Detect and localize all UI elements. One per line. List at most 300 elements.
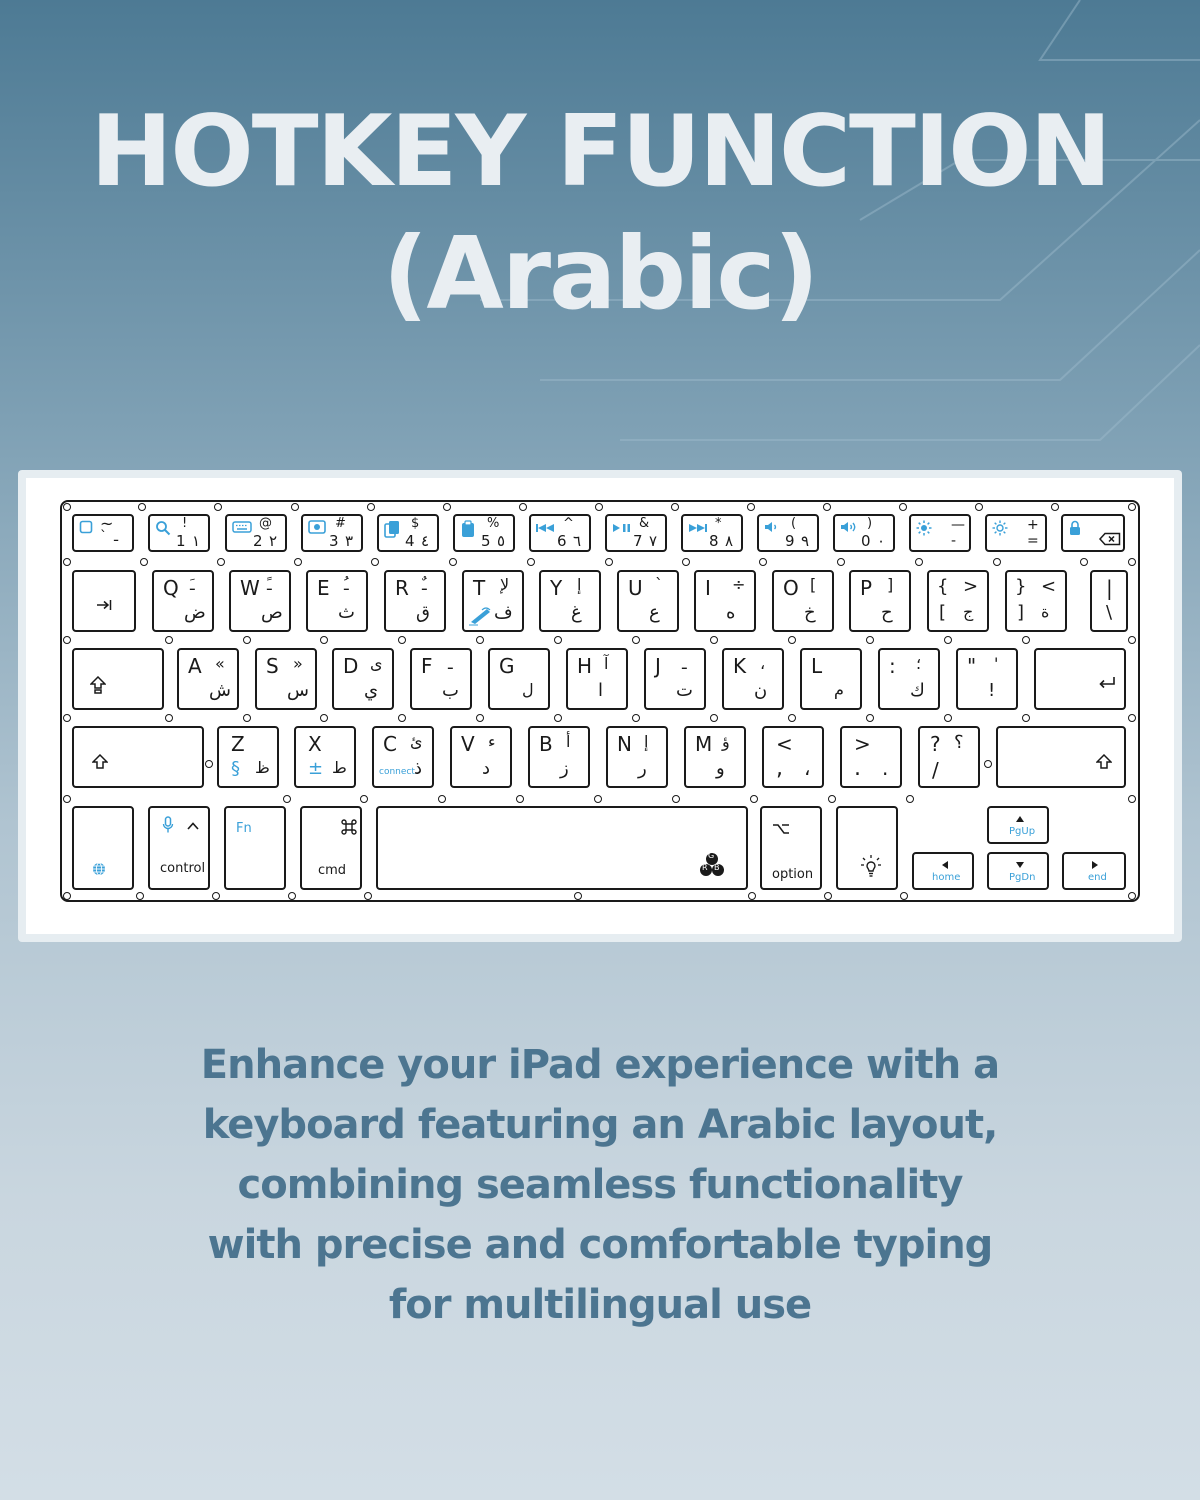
key-label: د	[482, 758, 491, 779]
key-label: [	[810, 575, 817, 594]
screw-dot	[900, 892, 908, 900]
key-label: ن	[754, 680, 768, 701]
screw-dot	[320, 714, 328, 722]
key-label: ٧	[649, 532, 658, 550]
screw-dot	[443, 503, 451, 511]
key-s[interactable]	[255, 648, 317, 710]
key-label: ؤ	[722, 732, 730, 751]
key-label: ،	[804, 756, 811, 780]
key-label: $	[411, 516, 420, 531]
screw-dot	[747, 503, 755, 511]
key-p[interactable]	[849, 570, 911, 632]
key-t[interactable]	[462, 570, 524, 632]
key-label: إ	[644, 732, 649, 751]
cmd-label: cmd	[318, 863, 347, 878]
key-o[interactable]	[772, 570, 834, 632]
next-track-icon	[688, 520, 708, 536]
key-label: `	[655, 575, 663, 594]
key-label: 8	[709, 532, 719, 550]
key-label: ع	[649, 602, 660, 623]
key-label: F	[421, 654, 433, 678]
screw-dot	[605, 558, 613, 566]
key-label: ش	[209, 680, 231, 701]
description-line-5: for multilingual use	[388, 1282, 812, 1328]
key-label: B	[539, 732, 553, 756]
key-label: ?	[930, 732, 941, 756]
key-label: Q	[163, 576, 179, 600]
key-n[interactable]	[606, 726, 668, 788]
copy-icon	[384, 520, 400, 541]
screw-dot	[140, 558, 148, 566]
key-label: §	[231, 758, 240, 779]
key-y[interactable]	[539, 570, 601, 632]
key-label: 9	[785, 532, 795, 550]
screw-dot	[212, 892, 220, 900]
screw-dot	[866, 636, 874, 644]
screw-dot	[320, 636, 328, 644]
screw-dot	[291, 503, 299, 511]
key-label: @	[259, 516, 272, 531]
keyboard-diagram	[60, 500, 1140, 905]
screw-dot	[672, 795, 680, 803]
previous-track-icon	[536, 520, 556, 536]
screw-dot	[1128, 636, 1136, 644]
up-arrow-icon	[1015, 811, 1025, 827]
screw-dot	[1128, 795, 1136, 803]
key-label: I	[705, 576, 711, 600]
connect-pen-icon	[468, 606, 496, 629]
screw-dot	[595, 503, 603, 511]
key-label: [	[939, 602, 947, 623]
option-key[interactable]	[760, 806, 822, 890]
key-label: م	[834, 680, 844, 699]
tab-icon	[96, 598, 112, 614]
screw-dot	[476, 636, 484, 644]
fn-label: Fn	[236, 821, 252, 836]
screw-dot	[554, 636, 562, 644]
key-label: و	[716, 758, 725, 779]
key-label: ،	[760, 654, 766, 673]
key-0[interactable]	[833, 514, 895, 552]
control-key[interactable]	[148, 806, 210, 890]
key-i[interactable]	[694, 570, 756, 632]
key-label: W	[240, 576, 260, 600]
left-shift-key[interactable]	[72, 726, 204, 788]
rgb-r-label: R	[702, 863, 708, 872]
key-label: لإ	[500, 575, 510, 594]
screw-dot	[1022, 636, 1030, 644]
key-label: E	[317, 576, 330, 600]
right-arrow-key[interactable]	[1062, 852, 1126, 890]
key-label: ت	[676, 680, 693, 701]
screw-dot	[1022, 714, 1030, 722]
key-label: J	[655, 654, 661, 678]
key-label: ٨	[725, 532, 734, 550]
key-label: S	[266, 654, 279, 678]
left-arrow-key[interactable]	[912, 852, 974, 890]
key-label: ؟	[954, 732, 964, 753]
screw-dot	[214, 503, 222, 511]
key-label: إ	[577, 575, 582, 594]
screw-dot	[63, 795, 71, 803]
screw-dot	[1128, 558, 1136, 566]
key-label: ط	[332, 758, 347, 777]
key-label: T	[473, 576, 486, 600]
key-label: #	[335, 516, 346, 531]
key-label: .	[854, 756, 861, 781]
rgb-b-label: B	[714, 863, 720, 872]
key-label: 5	[481, 532, 491, 550]
backspace-key[interactable]	[1061, 514, 1125, 552]
key-label: \	[1106, 602, 1113, 623]
key-label: ٥	[497, 532, 506, 550]
screw-dot	[574, 892, 582, 900]
key-label: U	[628, 576, 643, 600]
screw-dot	[243, 636, 251, 644]
key-label: O	[783, 576, 799, 600]
screw-dot	[710, 714, 718, 722]
screw-dot	[138, 503, 146, 511]
key-label: ز	[560, 758, 569, 779]
key-label: ب	[442, 680, 459, 701]
key-label: L	[811, 654, 823, 678]
key-label: `	[100, 529, 107, 545]
key-label: ـٌ	[422, 575, 427, 594]
key-label: ه	[726, 602, 736, 623]
key-label: &	[639, 516, 650, 531]
caret-up-icon	[186, 818, 200, 834]
screw-dot	[165, 714, 173, 722]
key-label: C	[383, 732, 397, 756]
screw-dot	[243, 714, 251, 722]
screw-dot	[367, 503, 375, 511]
description-line-3: combining seamless functionality	[237, 1162, 963, 1208]
return-icon	[1098, 676, 1116, 693]
key-label: ئ	[410, 732, 423, 751]
screw-dot	[516, 795, 524, 803]
key-h[interactable]	[566, 648, 628, 710]
right-shift-key[interactable]	[996, 726, 1126, 788]
key-label: G	[499, 654, 515, 678]
screw-dot	[594, 795, 602, 803]
key-5[interactable]	[453, 514, 515, 552]
screw-dot	[748, 892, 756, 900]
globe-key[interactable]	[72, 806, 134, 890]
screw-dot	[944, 714, 952, 722]
key-label: ^	[563, 516, 574, 531]
screw-dot	[632, 714, 640, 722]
lightbulb-icon	[860, 854, 882, 881]
key-label: 7	[633, 532, 643, 550]
screw-dot	[294, 558, 302, 566]
play-pause-icon	[612, 520, 632, 536]
key-label: ة	[1041, 602, 1050, 621]
key-e[interactable]	[306, 570, 368, 632]
key-bracket-left[interactable]	[927, 570, 989, 632]
key-label: ٠	[877, 532, 886, 550]
key-label: »	[293, 654, 303, 673]
key-label: ]	[1017, 602, 1025, 623]
key-label: ـ	[114, 529, 119, 545]
shift-icon	[92, 754, 108, 772]
screw-dot	[837, 558, 845, 566]
key-slash[interactable]	[918, 726, 980, 788]
screw-dot	[398, 714, 406, 722]
key-label: ]	[887, 575, 894, 594]
key-label: ١	[192, 532, 201, 550]
key-d[interactable]	[332, 648, 394, 710]
key-label: |	[1106, 576, 1113, 600]
option-label: option	[772, 867, 814, 882]
key-label: خ	[804, 602, 816, 623]
screw-dot	[915, 558, 923, 566]
screw-dot	[63, 714, 71, 722]
description-line-2: keyboard featuring an Arabic layout,	[202, 1102, 998, 1148]
globe-icon	[92, 862, 106, 879]
key-label: ء	[488, 732, 496, 751]
key-label: غ	[571, 602, 582, 623]
screw-dot	[136, 892, 144, 900]
key-bracket-right[interactable]	[1005, 570, 1067, 632]
screw-dot	[906, 795, 914, 803]
pgdn-label: PgDn	[1009, 872, 1036, 883]
key-label: ا	[598, 680, 604, 701]
screenshot-icon	[308, 520, 326, 539]
brightness-down-icon	[916, 520, 932, 539]
key-label: ـ	[682, 654, 687, 673]
tab-key[interactable]	[72, 570, 136, 632]
key-a[interactable]	[177, 648, 239, 710]
key-backslash[interactable]	[1090, 570, 1128, 632]
screw-dot	[975, 503, 983, 511]
key-label: )	[867, 516, 873, 531]
key-label: R	[395, 576, 409, 600]
screw-dot	[788, 714, 796, 722]
key-period[interactable]	[840, 726, 902, 788]
key-label: ÷	[732, 575, 746, 594]
key-q[interactable]	[152, 570, 214, 632]
key-3[interactable]	[301, 514, 363, 552]
left-arrow-icon	[940, 857, 950, 873]
screw-dot	[632, 636, 640, 644]
key-label: ±	[308, 758, 324, 779]
rgb-g-label: G	[708, 851, 715, 860]
key-label: ق	[416, 602, 430, 623]
key-c[interactable]	[372, 726, 434, 788]
key-label: Y	[550, 576, 563, 600]
key-x[interactable]	[294, 726, 356, 788]
key-label: —	[951, 517, 965, 533]
key-9[interactable]	[757, 514, 819, 552]
shift-icon	[1096, 754, 1112, 772]
key-label: ض	[184, 602, 206, 623]
key-w[interactable]	[229, 570, 291, 632]
key-label: ؛	[916, 654, 922, 673]
key-8[interactable]	[681, 514, 743, 552]
screw-dot	[63, 503, 71, 511]
key-label: ح	[881, 602, 893, 623]
key-label: 3	[329, 532, 339, 550]
screw-dot	[438, 795, 446, 803]
key-label: س	[287, 680, 309, 701]
key-b[interactable]	[528, 726, 590, 788]
key-g[interactable]	[488, 648, 550, 710]
key-quote[interactable]	[956, 648, 1018, 710]
key-label: P	[860, 576, 873, 600]
key-r[interactable]	[384, 570, 446, 632]
up-arrow-key[interactable]	[987, 806, 1049, 844]
volume-up-icon	[840, 520, 860, 537]
key-equals[interactable]	[985, 514, 1047, 552]
screw-dot	[899, 503, 907, 511]
screw-dot	[288, 892, 296, 900]
key-label: %	[487, 516, 500, 531]
square-icon	[79, 520, 93, 537]
screw-dot	[788, 636, 796, 644]
control-label: control	[160, 861, 206, 876]
key-label: N	[617, 732, 632, 756]
key-label: ٣	[345, 532, 354, 550]
key-label: ك	[910, 680, 925, 701]
key-label: V	[461, 732, 475, 756]
key-f[interactable]	[410, 648, 472, 710]
screw-dot	[1128, 892, 1136, 900]
screw-dot	[554, 714, 562, 722]
key-label: ج	[963, 602, 974, 621]
end-label: end	[1088, 872, 1107, 883]
key-label: ٤	[421, 532, 430, 550]
fn-key[interactable]	[224, 806, 286, 890]
light-key[interactable]	[836, 806, 898, 890]
key-comma[interactable]	[762, 726, 824, 788]
key-semicolon[interactable]	[878, 648, 940, 710]
screw-dot	[1128, 503, 1136, 511]
down-arrow-key[interactable]	[987, 852, 1049, 890]
return-key[interactable]	[1034, 648, 1126, 710]
cmd-key[interactable]	[300, 806, 362, 890]
screw-dot	[63, 892, 71, 900]
search-icon	[155, 520, 171, 539]
key-4[interactable]	[377, 514, 439, 552]
option-icon	[772, 822, 790, 838]
key-label: «	[215, 654, 225, 673]
key-label: A	[188, 654, 202, 678]
key-label: ذ	[414, 758, 423, 779]
screw-dot	[527, 558, 535, 566]
esc-key[interactable]	[72, 514, 134, 552]
key-z[interactable]	[217, 726, 279, 788]
key-label: =	[1027, 533, 1039, 549]
screw-dot	[476, 714, 484, 722]
screw-dot	[205, 760, 213, 768]
key-label: <	[776, 732, 793, 756]
screw-dot	[750, 795, 758, 803]
key-label: 0	[861, 532, 871, 550]
key-label: :	[889, 654, 896, 678]
key-label: (	[791, 516, 797, 531]
key-label: ظ	[255, 758, 270, 777]
page-subtitle: (Arabic)	[382, 215, 818, 332]
key-label: ل	[522, 680, 534, 699]
command-icon	[340, 818, 358, 839]
key-minus[interactable]	[909, 514, 971, 552]
screw-dot	[371, 558, 379, 566]
key-l[interactable]	[800, 648, 862, 710]
space-key[interactable]	[376, 806, 748, 890]
down-arrow-icon	[1015, 857, 1025, 873]
key-label: *	[715, 516, 722, 531]
key-u[interactable]	[617, 570, 679, 632]
key-label: ـَ	[190, 575, 195, 594]
screw-dot	[398, 636, 406, 644]
key-j[interactable]	[644, 648, 706, 710]
key-label: ٢	[269, 532, 278, 550]
pgup-label: PgUp	[1009, 826, 1036, 837]
caps-lock-key[interactable]	[72, 648, 164, 710]
key-label: '	[994, 654, 999, 673]
screw-dot	[671, 503, 679, 511]
key-label: K	[733, 654, 747, 678]
key-1[interactable]	[148, 514, 210, 552]
volume-down-icon	[764, 520, 780, 537]
key-label: أ	[566, 732, 571, 751]
key-label: {	[937, 576, 949, 597]
key-label: }	[1015, 576, 1027, 597]
key-label: ,	[776, 756, 783, 781]
caps-lock-icon	[90, 676, 106, 697]
page-title: HOTKEY FUNCTION	[90, 95, 1110, 209]
key-2[interactable]	[225, 514, 287, 552]
key-label: ى	[370, 654, 383, 673]
screw-dot	[283, 795, 291, 803]
key-label: >	[963, 576, 979, 597]
key-label: 2	[253, 532, 263, 550]
screw-dot	[165, 636, 173, 644]
key-label: ٦	[573, 532, 582, 550]
screw-dot	[824, 892, 832, 900]
screw-dot	[1080, 558, 1088, 566]
key-label: <	[1041, 576, 1057, 597]
key-label: ص	[261, 602, 283, 623]
key-label: Z	[231, 732, 245, 756]
key-6[interactable]	[529, 514, 591, 552]
key-label: ـُ	[344, 575, 349, 594]
screw-dot	[519, 503, 527, 511]
description-line-1: Enhance your iPad experience with a	[200, 1042, 1000, 1088]
screw-dot	[866, 714, 874, 722]
lock-icon	[1069, 520, 1081, 539]
connect-label: connect	[379, 767, 415, 777]
screw-dot	[823, 503, 831, 511]
key-7[interactable]	[605, 514, 667, 552]
key-v[interactable]	[450, 726, 512, 788]
key-label: .	[882, 756, 889, 780]
description-line-4: with precise and comfortable typing	[207, 1222, 993, 1268]
key-label: ر	[638, 758, 647, 779]
key-label: M	[695, 732, 713, 756]
key-m[interactable]	[684, 726, 746, 788]
key-k[interactable]	[722, 648, 784, 710]
screw-dot	[984, 760, 992, 768]
key-label: /	[932, 758, 939, 782]
key-label: X	[308, 732, 322, 756]
screw-dot	[710, 636, 718, 644]
key-label: "	[967, 654, 977, 678]
key-label: !	[182, 516, 188, 531]
key-label: H	[577, 654, 593, 678]
microphone-icon	[162, 816, 174, 837]
screw-dot	[828, 795, 836, 803]
